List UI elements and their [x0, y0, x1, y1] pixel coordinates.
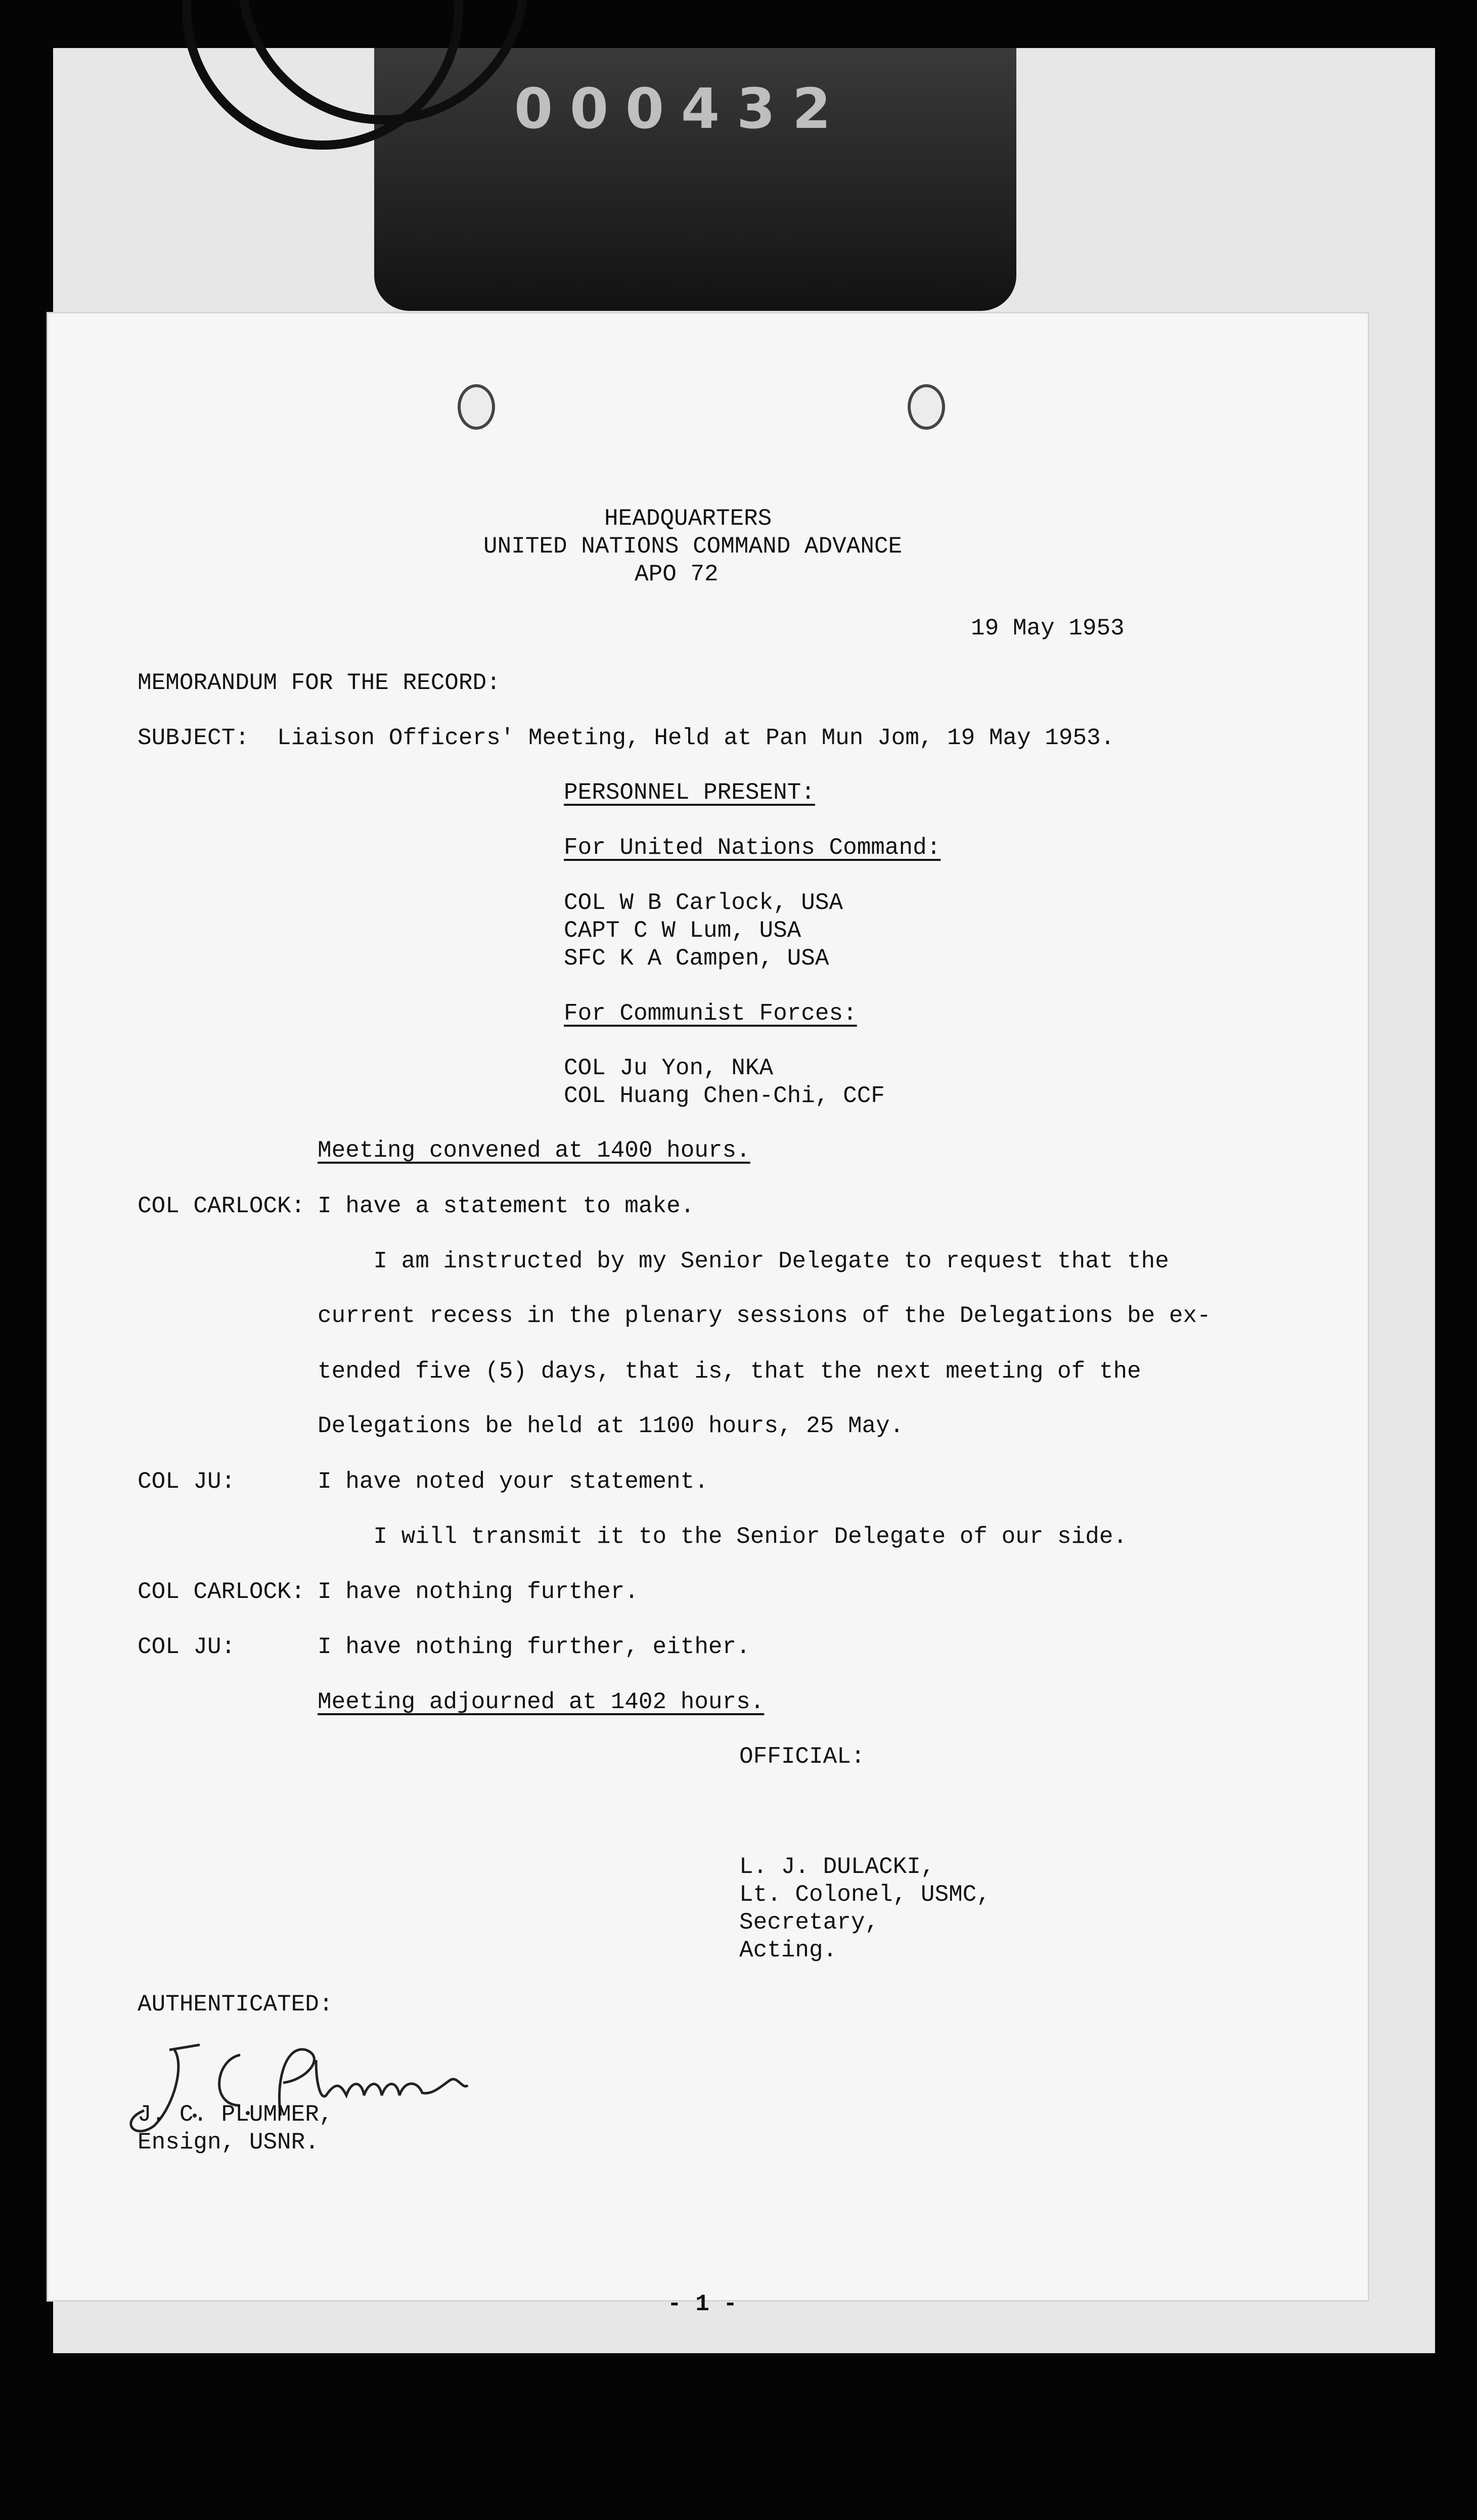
counter-digit: 0: [625, 76, 664, 141]
counter-digit: 3: [736, 76, 776, 141]
official-rank: Lt. Colonel, USMC,: [739, 1882, 991, 1908]
personnel-heading: PERSONNEL PRESENT:: [564, 780, 815, 806]
un-member: COL W B Carlock, USA: [564, 890, 843, 916]
header-line-1: HEADQUARTERS: [604, 506, 772, 532]
transcript-line: I will transmit it to the Senior Delegate of our side.: [318, 1524, 1128, 1550]
transcript-line: Delegations be held at 1100 hours, 25 May.: [318, 1413, 904, 1439]
meeting-adjourned: Meeting adjourned at 1402 hours.: [318, 1689, 765, 1715]
subject-text: Liaison Officers' Meeting, Held at Pan Mun Jom, 19 May 1953.: [277, 725, 1115, 751]
meeting-convened: Meeting convened at 1400 hours.: [318, 1137, 750, 1164]
transcript-line: tended five (5) days, that is, that the next meeting of the: [318, 1358, 1141, 1385]
transcript-line: I have nothing further, either.: [318, 1634, 750, 1660]
official-title: Secretary,: [739, 1909, 879, 1936]
transcript-line: I have noted your statement.: [318, 1469, 708, 1495]
transcript-line: I have a statement to make.: [318, 1193, 695, 1219]
speaker-label: COL JU:: [138, 1634, 236, 1660]
punch-hole: [908, 384, 945, 430]
communist-forces-heading: For Communist Forces:: [564, 1000, 857, 1027]
counter-digit: 0: [569, 76, 609, 141]
un-command-heading: For United Nations Command:: [564, 835, 941, 861]
memo-title: MEMORANDUM FOR THE RECORD:: [138, 670, 501, 696]
header-line-2: UNITED NATIONS COMMAND ADVANCE: [483, 533, 903, 560]
official-status: Acting.: [739, 1937, 837, 1963]
transcript-line: I have nothing further.: [318, 1579, 639, 1605]
official-label: OFFICIAL:: [739, 1744, 865, 1770]
page-number: - 1 -: [667, 2291, 738, 2317]
un-member: SFC K A Campen, USA: [564, 945, 829, 972]
authenticator-rank: Ensign, USNR.: [138, 2129, 319, 2156]
authenticated-label: AUTHENTICATED:: [138, 1991, 333, 2018]
punch-hole: [458, 384, 495, 430]
counter-digit: 0: [514, 76, 553, 141]
transcript-line: current recess in the plenary sessions of the Delegations be ex-: [318, 1303, 1211, 1329]
frame-counter-digits: [496, 63, 849, 154]
speaker-label: COL CARLOCK:: [138, 1579, 305, 1605]
memo-date: 19 May 1953: [971, 615, 1125, 642]
authenticator-name: J. C. PLUMMER,: [138, 2101, 333, 2128]
speaker-label: COL JU:: [138, 1469, 236, 1495]
counter-digit: 2: [792, 76, 831, 141]
official-name: L. J. DULACKI,: [739, 1854, 935, 1880]
subject-label: SUBJECT:: [138, 725, 249, 751]
header-line-3: APO 72: [635, 561, 719, 587]
communist-member: COL Huang Chen-Chi, CCF: [564, 1083, 885, 1109]
counter-digit: 4: [681, 76, 720, 141]
speaker-label: COL CARLOCK:: [138, 1193, 305, 1219]
transcript-line: I am instructed by my Senior Delegate to request that the: [318, 1248, 1169, 1274]
communist-member: COL Ju Yon, NKA: [564, 1055, 774, 1081]
un-member: CAPT C W Lum, USA: [564, 918, 801, 944]
